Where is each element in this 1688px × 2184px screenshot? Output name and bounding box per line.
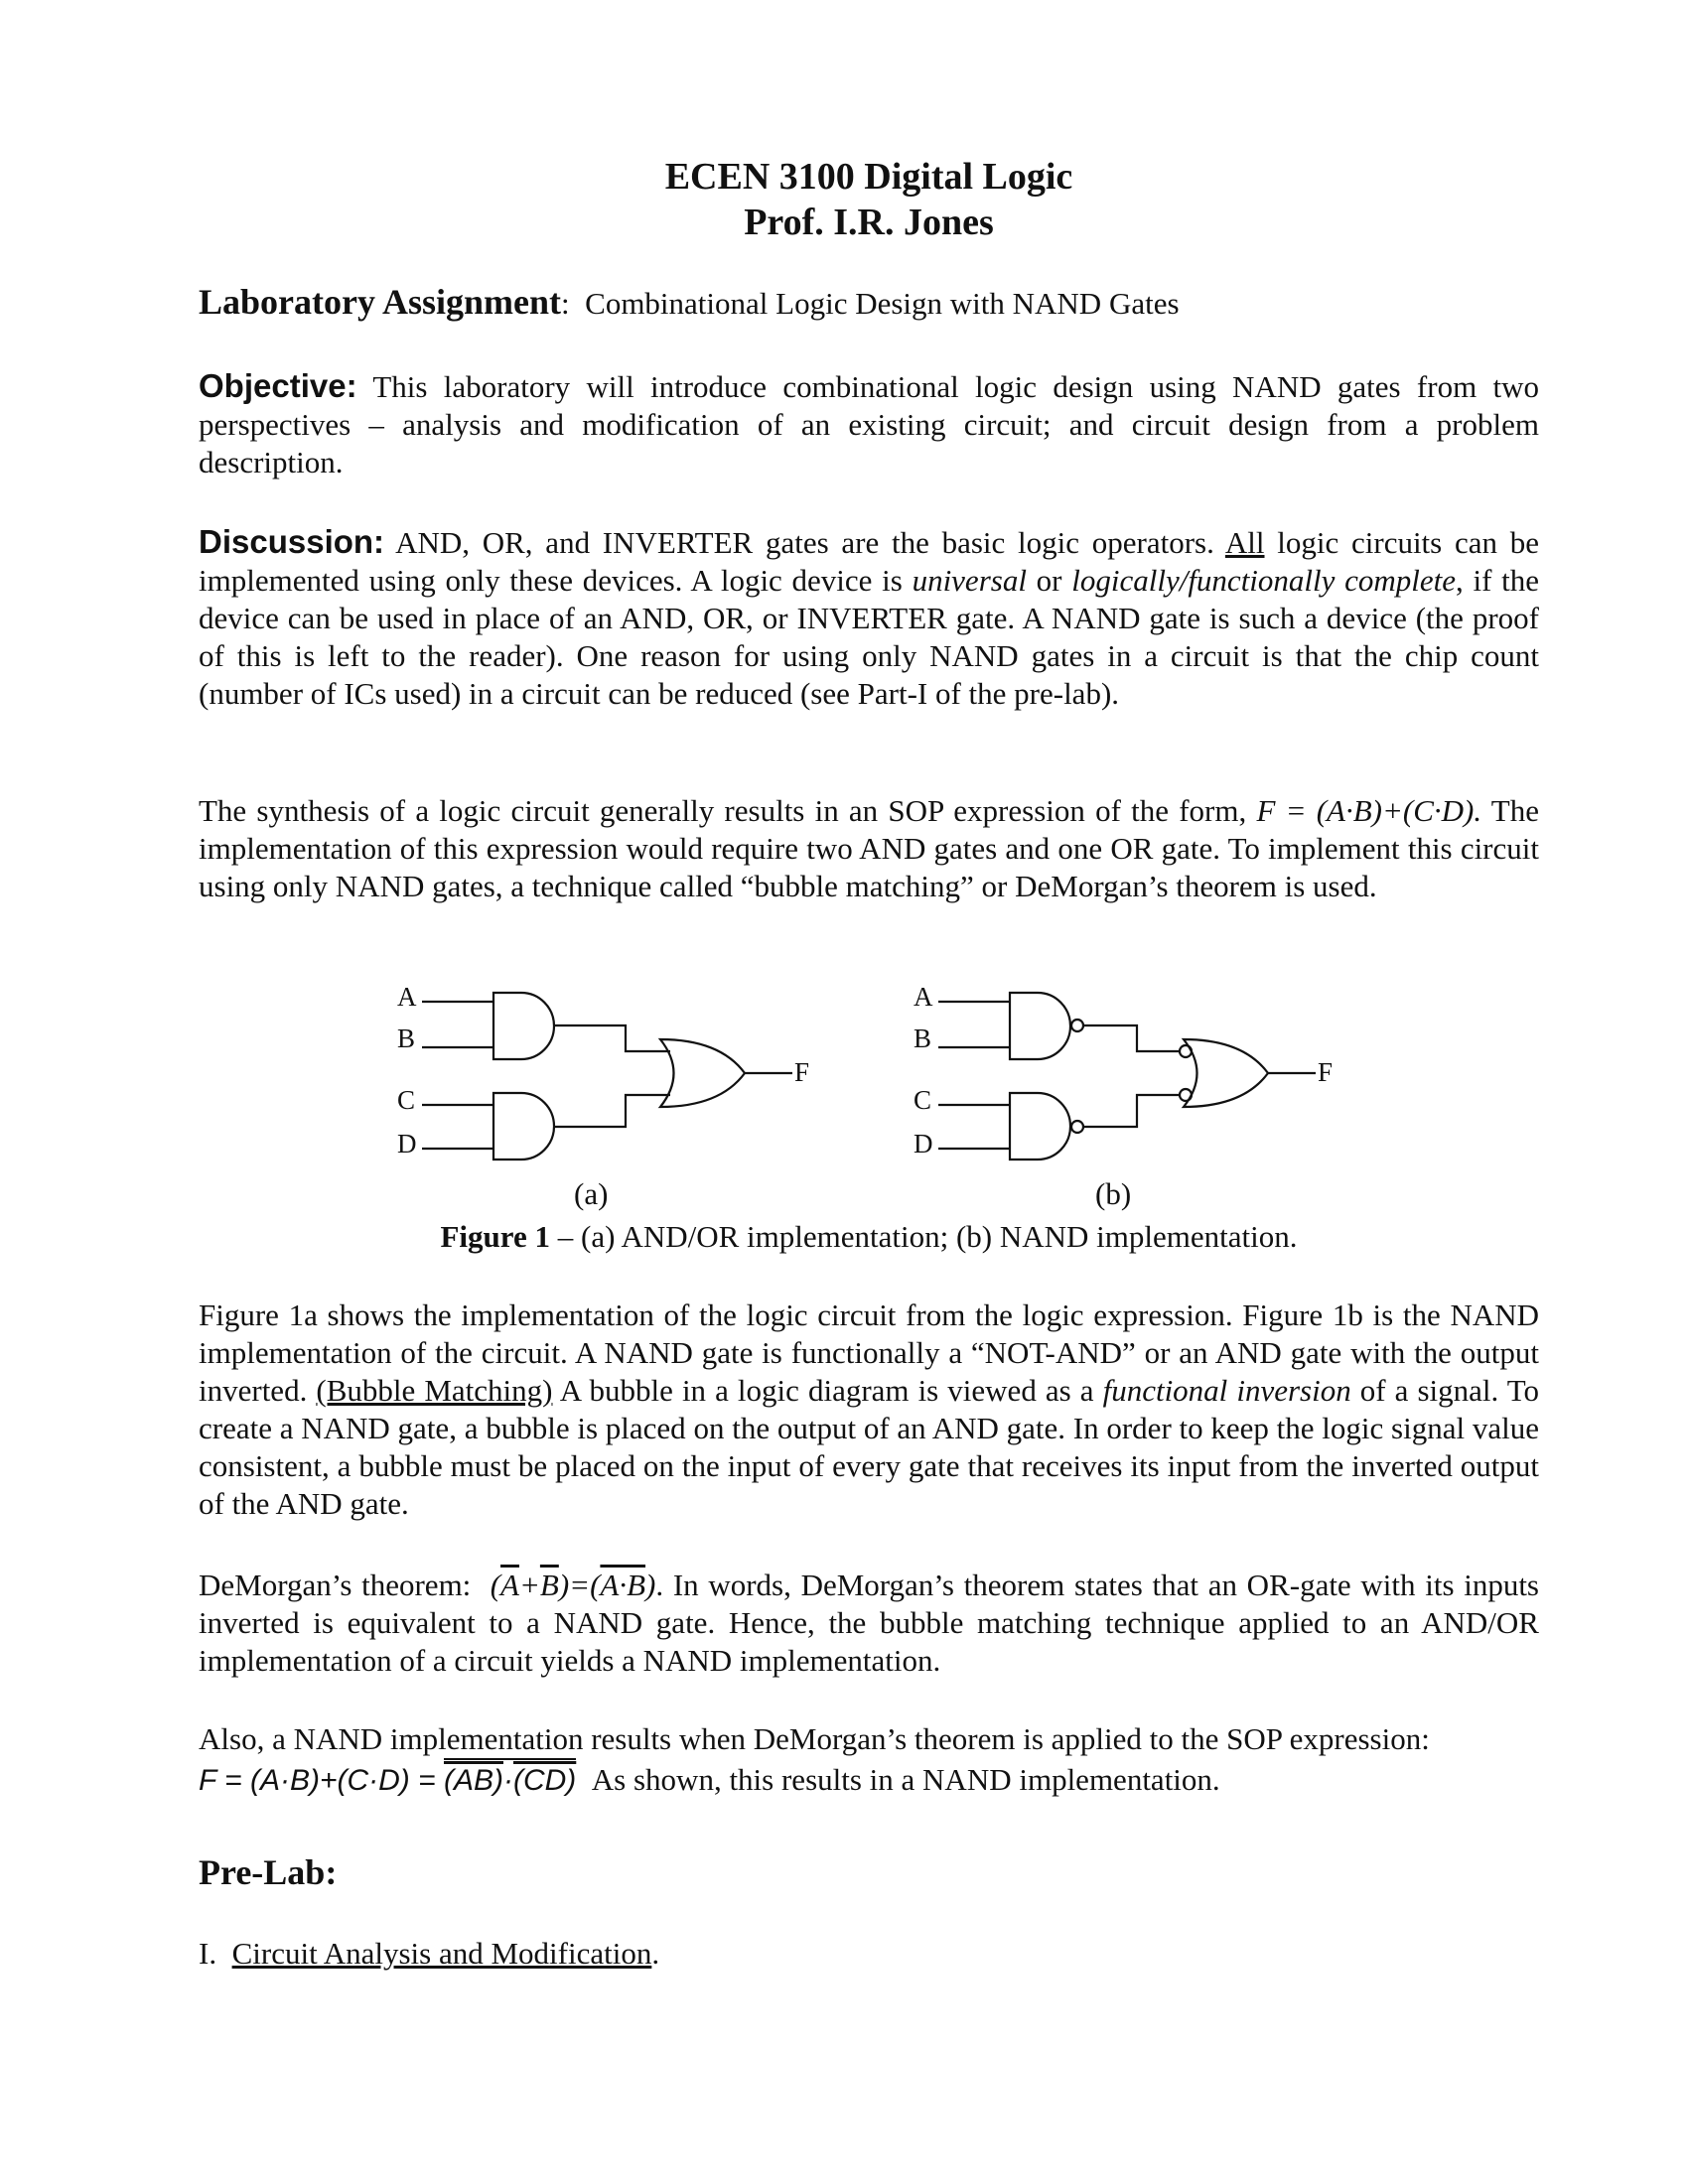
input-label-a: A bbox=[397, 982, 417, 1012]
course-title: ECEN 3100 Digital Logic bbox=[664, 156, 1073, 198]
discussion-text-2: logic circuits can be implemented using only these devices. A logic device is bbox=[199, 525, 1540, 598]
prelab-item-1: I. Circuit Analysis and Modification. bbox=[199, 1936, 660, 1971]
also-paragraph bbox=[199, 1720, 1539, 1800]
item-title: Circuit Analysis and Modification bbox=[231, 1936, 652, 1971]
functional-inversion-term: functional inversion bbox=[1102, 1373, 1351, 1408]
professor-name: Prof. I.R. Jones bbox=[744, 202, 994, 243]
figure-para-text-3: of a signal. To create a NAND gate, a bubble is placed on the output of an AND gate. In order to keep the logic signal value consistent, a bubble must be placed on the input of every gate that receives its input from the inverted output of the AND gate. bbox=[199, 1373, 1540, 1521]
prelab-heading: Pre-Lab: bbox=[199, 1852, 338, 1892]
bubble-matching-term: (Bubble Matching) bbox=[316, 1373, 553, 1408]
output-label-f: F bbox=[1318, 1057, 1334, 1087]
caption-text: – (a) AND/OR implementation; (b) NAND implementation. bbox=[550, 1219, 1298, 1254]
assignment-line bbox=[199, 283, 1539, 323]
discussion-text-1: AND, OR, and INVERTER gates are the basic logic operators. bbox=[395, 525, 1214, 560]
assignment-label: Laboratory Assignment bbox=[199, 282, 562, 322]
input-label-c: C bbox=[397, 1085, 416, 1115]
output-label-f: F bbox=[794, 1057, 810, 1087]
objective-paragraph bbox=[199, 367, 1539, 481]
discussion-universal: universal bbox=[912, 563, 1027, 598]
input-label-c: C bbox=[914, 1085, 932, 1115]
discussion-or: or bbox=[1036, 563, 1062, 598]
subfigure-label-a: (a) bbox=[574, 1176, 609, 1211]
inversion-bubble-icon bbox=[1071, 1020, 1083, 1031]
discussion-text-3: , if the device can be used in place of an AND, OR, or INVERTER gate. A NAND gate is such a device (the proof of this is left to the reader). One reason for using only NAND gates in a circuit is that the chip count (number of ICs used) in a circuit can be reduced (see Part-I of the pre-lab). bbox=[199, 563, 1540, 711]
assignment-title: Combinational Logic Design with NAND Gates bbox=[585, 286, 1180, 321]
demorgan-paragraph bbox=[199, 1567, 1539, 1680]
also-text-2: As shown, this results in a NAND implementation. bbox=[591, 1762, 1220, 1797]
subfigure-label-b: (b) bbox=[1095, 1176, 1132, 1211]
and-gate-icon bbox=[493, 1093, 554, 1160]
input-label-b: B bbox=[914, 1024, 932, 1053]
figure-1 bbox=[199, 978, 1539, 1211]
figure-para-text-2: A bubble in a logic diagram is viewed as a bbox=[559, 1373, 1094, 1408]
figure-caption bbox=[199, 1219, 1539, 1255]
demorgan-equation: $(\overline{A}+\overline{B})=(A\cdot B)$ bbox=[490, 1568, 656, 1602]
discussion-paragraph bbox=[199, 523, 1539, 713]
synthesis-paragraph bbox=[199, 792, 1539, 905]
input-label-d: D bbox=[397, 1129, 417, 1159]
sop-expression: F = (A·B)+(C·D). bbox=[1256, 793, 1482, 828]
document-header bbox=[199, 154, 1539, 245]
and-gate-icon bbox=[493, 993, 554, 1059]
input-label-b: B bbox=[397, 1024, 416, 1053]
demorgan-lead: DeMorgan’s theorem: bbox=[199, 1568, 472, 1602]
or-gate-icon bbox=[660, 1039, 745, 1107]
or-gate-icon bbox=[1184, 1039, 1268, 1107]
objective-label: Objective: bbox=[199, 367, 357, 404]
also-text-1: Also, a NAND implementation results when DeMorgan’s theorem is applied to the SOP expression: bbox=[199, 1721, 1430, 1756]
nand-gate-icon bbox=[1010, 993, 1070, 1059]
and-or-circuit bbox=[422, 993, 792, 1160]
nand-circuit bbox=[938, 993, 1316, 1160]
nand-gate-icon bbox=[1010, 1093, 1070, 1160]
demorgan-text: . In words, DeMorgan’s theorem states that an OR-gate with its inputs inverted is equivalent to a NAND gate. Hence, the bubble matching technique applied to an AND/OR implementation of a circuit yields a NAND implementation. bbox=[199, 1568, 1539, 1678]
discussion-complete: logically/functionally complete bbox=[1071, 563, 1457, 598]
input-label-a: A bbox=[914, 982, 933, 1012]
figure-para-text-1: Figure 1a shows the implementation of the logic circuit from the logic expression. Figure 1b is the NAND implementation of the circuit. A NAND gate is functionally a “NOT-AND” or an AND gate with the output inverted. bbox=[199, 1297, 1539, 1408]
discussion-label: Discussion: bbox=[199, 523, 385, 560]
discussion-all: All bbox=[1224, 525, 1265, 560]
synthesis-text-1: The synthesis of a logic circuit generally results in an SOP expression of the form, bbox=[199, 793, 1247, 828]
nand-expression: F = (A·B)+(C·D) = (AB)·(CD) bbox=[199, 1764, 576, 1797]
logic-diagrams bbox=[199, 978, 1539, 1201]
caption-label: Figure 1 bbox=[440, 1219, 550, 1254]
input-label-d: D bbox=[914, 1129, 933, 1159]
assignment-sep: : bbox=[561, 286, 570, 321]
figure-explanation-paragraph bbox=[199, 1297, 1539, 1523]
item-number: I. bbox=[199, 1936, 217, 1971]
objective-text: This laboratory will introduce combinational logic design using NAND gates from two perspectives – analysis and modification of an existing circuit; and circuit design from a problem description. bbox=[199, 369, 1539, 479]
synthesis-text-2: The implementation of this expression would require two AND gates and one OR gate. To implement this circuit using only NAND gates, a technique called “bubble matching” or DeMorgan’s theorem is used. bbox=[199, 793, 1539, 903]
inversion-bubble-icon bbox=[1071, 1121, 1083, 1133]
